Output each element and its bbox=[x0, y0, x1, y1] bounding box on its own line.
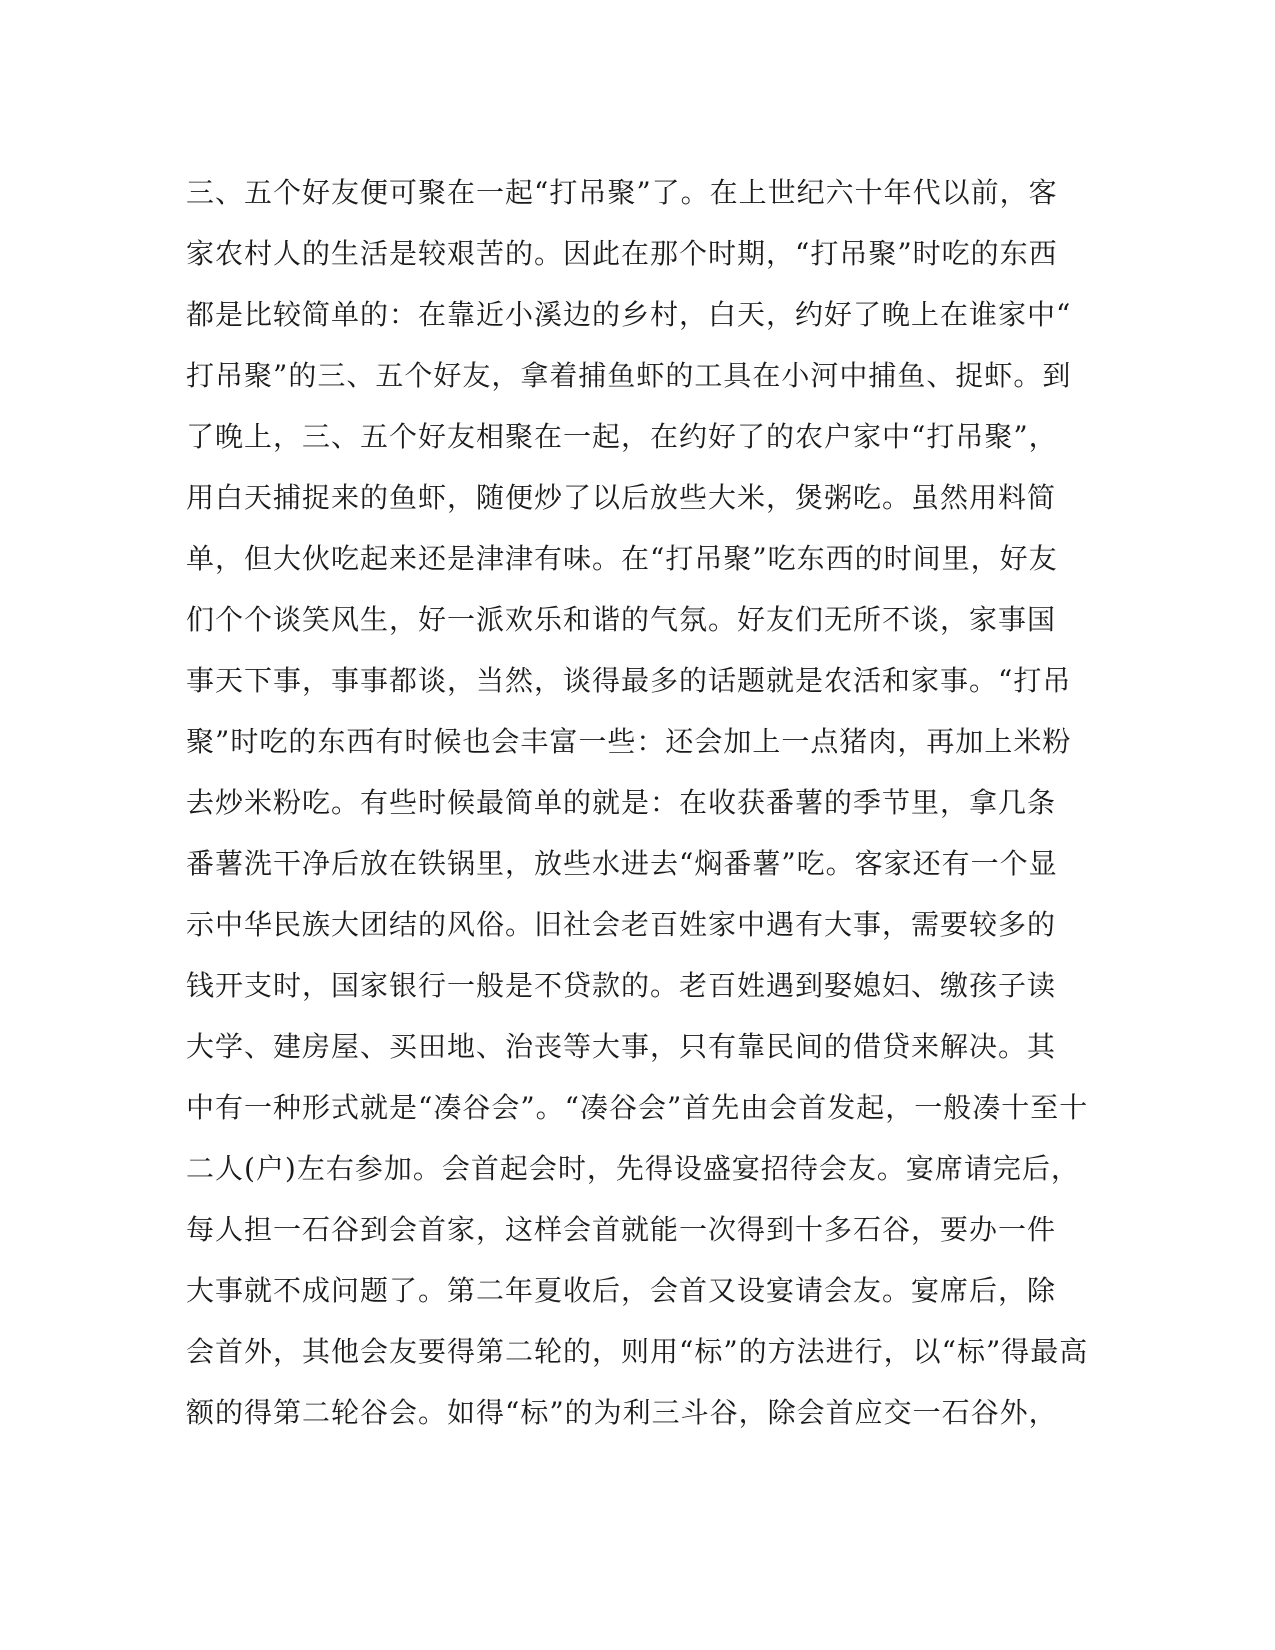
text-line: 打吊聚”的三、五个好友，拿着捕鱼虾的工具在小河中捕鱼、捉虾。到 bbox=[186, 359, 1072, 392]
text-line: 们个个谈笑风生，好一派欢乐和谐的气氛。好友们无所不谈，家事国 bbox=[186, 603, 1057, 636]
text-line: 单，但大伙吃起来还是津津有味。在“打吊聚”吃东西的时间里，好友 bbox=[186, 542, 1058, 575]
text-line: 大学、建房屋、买田地、治丧等大事，只有靠民间的借贷来解决。其 bbox=[186, 1030, 1057, 1063]
text-line: 会首外，其他会友要得第二轮的，则用“标”的方法进行，以“标”得最高 bbox=[186, 1335, 1089, 1368]
text-line: 都是比较简单的：在靠近小溪边的乡村，白天，约好了晚上在谁家中“ bbox=[186, 298, 1072, 331]
text-line: 示中华民族大团结的风俗。旧社会老百姓家中遇有大事，需要较多的 bbox=[186, 908, 1057, 941]
text-line: 钱开支时，国家银行一般是不贷款的。老百姓遇到娶媳妇、缴孩子读 bbox=[186, 969, 1057, 1002]
text-line: 大事就不成问题了。第二年夏收后，会首又设宴请会友。宴席后，除 bbox=[186, 1274, 1057, 1307]
text-line: 中有一种形式就是“凑谷会”。“凑谷会”首先由会首发起，一般凑十至十 bbox=[186, 1091, 1089, 1124]
body-text bbox=[186, 162, 1089, 1443]
text-line: 家农村人的生活是较艰苦的。因此在那个时期，“打吊聚”时吃的东西 bbox=[186, 237, 1058, 270]
text-line: 了晚上，三、五个好友相聚在一起，在约好了的农户家中“打吊聚”， bbox=[186, 420, 1058, 453]
text-line: 番薯洗干净后放在铁锅里，放些水进去“焖番薯”吃。客家还有一个显 bbox=[186, 847, 1058, 880]
text-line: 去炒米粉吃。有些时候最简单的就是：在收获番薯的季节里，拿几条 bbox=[186, 786, 1057, 819]
text-line: 每人担一石谷到会首家，这样会首就能一次得到十多石谷，要办一件 bbox=[186, 1213, 1057, 1246]
text-line: 三、五个好友便可聚在一起“打吊聚”了。在上世纪六十年代以前，客 bbox=[186, 176, 1058, 209]
text-line: 额的得第二轮谷会。如得“标”的为利三斗谷，除会首应交一石谷外， bbox=[186, 1396, 1058, 1429]
text-line: 事天下事，事事都谈，当然，谈得最多的话题就是农活和家事。“打吊 bbox=[186, 664, 1072, 697]
text-line: 二人(户)左右参加。会首起会时，先得设盛宴招待会友。宴席请完后， bbox=[186, 1152, 1080, 1185]
text-line: 用白天捕捉来的鱼虾，随便炒了以后放些大米，煲粥吃。虽然用料简 bbox=[186, 481, 1057, 514]
text-line: 聚”时吃的东西有时候也会丰富一些：还会加上一点猪肉，再加上米粉 bbox=[186, 725, 1072, 758]
